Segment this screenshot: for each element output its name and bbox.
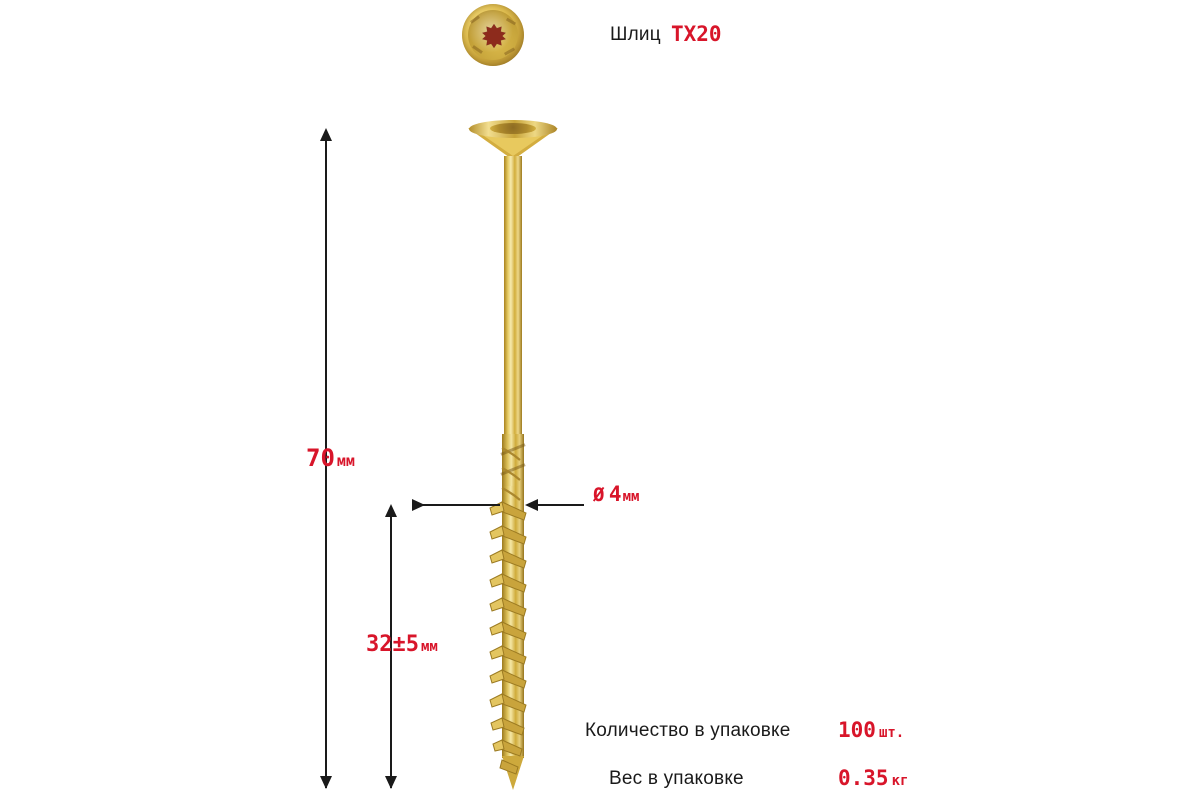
torx-star-icon [481, 23, 507, 49]
drive-type-value: TX20 [671, 22, 722, 46]
thread-length-arrow-bottom [385, 776, 397, 789]
total-length-arrow-top [320, 128, 332, 141]
diameter-unit: мм [622, 489, 640, 505]
screw-illustration [468, 118, 558, 788]
package-weight-unit: кг [891, 773, 909, 789]
total-length-unit: мм [336, 452, 355, 470]
drive-type-row [462, 0, 882, 72]
package-weight-row [609, 766, 909, 790]
diameter-arrow-right [525, 499, 538, 511]
package-weight-value: 0.35 [838, 766, 889, 790]
thread-length-arrow-top [385, 504, 397, 517]
diameter-label [593, 482, 639, 506]
drive-type-label: Шлиц [610, 24, 661, 45]
package-weight-label: Вес в упаковке [609, 768, 744, 789]
total-length-label [306, 444, 355, 472]
diameter-dimension-line-left [416, 504, 500, 506]
diameter-value: 4 [608, 482, 622, 506]
package-quantity-unit: шт. [878, 725, 905, 741]
diameter-arrow-left [412, 499, 425, 511]
package-quantity-row [585, 718, 905, 742]
package-quantity-label: Количество в упаковке [585, 720, 791, 741]
thread-ridges [458, 118, 568, 798]
package-quantity-value: 100 [838, 718, 876, 742]
torx-head-icon [462, 4, 526, 68]
thread-length-unit: мм [420, 639, 438, 655]
thread-length-value: 32±5 [366, 632, 419, 657]
thread-length-label [366, 632, 438, 657]
total-length-arrow-bottom [320, 776, 332, 789]
total-length-value: 70 [306, 444, 335, 472]
diameter-symbol: Ø [593, 484, 605, 506]
